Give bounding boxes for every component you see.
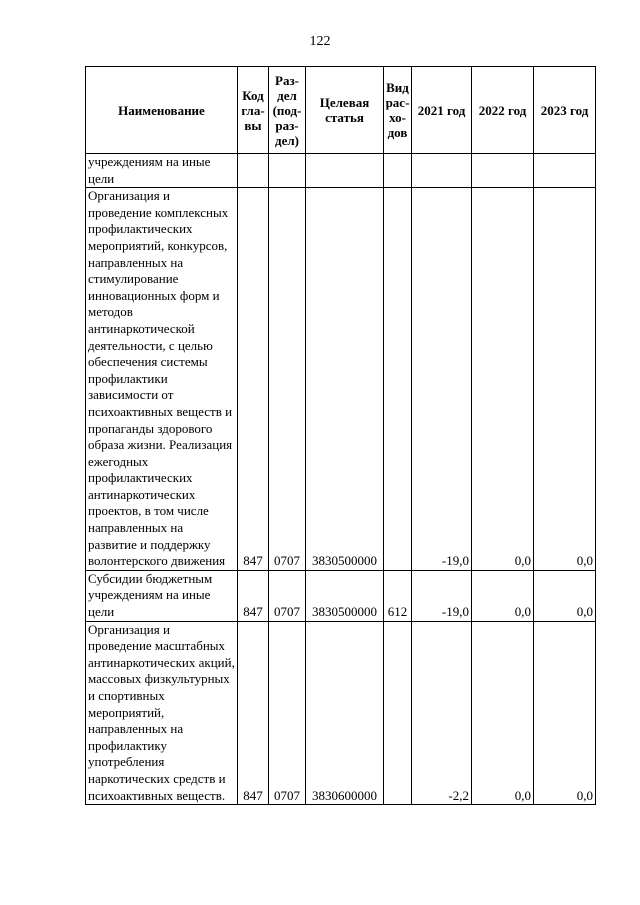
- row-expense-type: [384, 621, 412, 805]
- row-2022: [472, 154, 534, 188]
- row-2021: -2,2: [412, 621, 472, 805]
- row-name: Организация и проведение масштабных антинаркотических акций, массовых физкультурных и спортивных мероприятий, направленных на профилактику употребления наркотических средств и психоактивных веществ.: [86, 621, 238, 805]
- row-2022: 0,0: [472, 188, 534, 571]
- row-2023: [534, 154, 596, 188]
- header-target-article: Целевая статья: [306, 67, 384, 154]
- row-chapter-code: 847: [238, 570, 269, 621]
- row-2023: 0,0: [534, 621, 596, 805]
- row-target-article: 3830500000: [306, 570, 384, 621]
- row-chapter-code: 847: [238, 188, 269, 571]
- row-name: Субсидии бюджетным учреждениям на иные цели: [86, 570, 238, 621]
- header-2021: 2021 год: [412, 67, 472, 154]
- row-chapter-code: 847: [238, 621, 269, 805]
- row-target-article: [306, 154, 384, 188]
- row-expense-type: [384, 188, 412, 571]
- table-row: [86, 570, 596, 621]
- row-2022: 0,0: [472, 570, 534, 621]
- row-section: 0707: [269, 621, 306, 805]
- row-expense-type: [384, 154, 412, 188]
- header-chapter-code: Код гла-вы: [238, 67, 269, 154]
- row-section: 0707: [269, 188, 306, 571]
- row-name: Организация и проведение комплексных профилактических мероприятий, конкурсов, направленных на стимулирование инновационных форм и методов антинаркотической деятельности, с целью обеспечения системы профилактики зависимости от психоактивных веществ и пропаганды здорового образа жизни. Реализация ежегодных профилактических антинаркотических проектов, в том числе направленных на развитие и поддержку волонтерского движения: [86, 188, 238, 571]
- row-target-article: 3830500000: [306, 188, 384, 571]
- row-section: 0707: [269, 570, 306, 621]
- row-2021: [412, 154, 472, 188]
- row-expense-type: 612: [384, 570, 412, 621]
- header-expense-type: Вид рас-хо-дов: [384, 67, 412, 154]
- row-target-article: 3830600000: [306, 621, 384, 805]
- header-section: Раз-дел (под-раз-дел): [269, 67, 306, 154]
- header-2022: 2022 год: [472, 67, 534, 154]
- budget-table: [85, 66, 596, 805]
- row-2023: 0,0: [534, 188, 596, 571]
- row-section: [269, 154, 306, 188]
- row-name: учреждениям на иные цели: [86, 154, 238, 188]
- table-row: [86, 188, 596, 571]
- table-row: [86, 154, 596, 188]
- table-header-row: [86, 67, 596, 154]
- row-chapter-code: [238, 154, 269, 188]
- page-number: 122: [309, 34, 331, 49]
- header-2023: 2023 год: [534, 67, 596, 154]
- header-name: Наименование: [86, 67, 238, 154]
- table-row: [86, 621, 596, 805]
- row-2022: 0,0: [472, 621, 534, 805]
- row-2021: -19,0: [412, 188, 472, 571]
- row-2023: 0,0: [534, 570, 596, 621]
- row-2021: -19,0: [412, 570, 472, 621]
